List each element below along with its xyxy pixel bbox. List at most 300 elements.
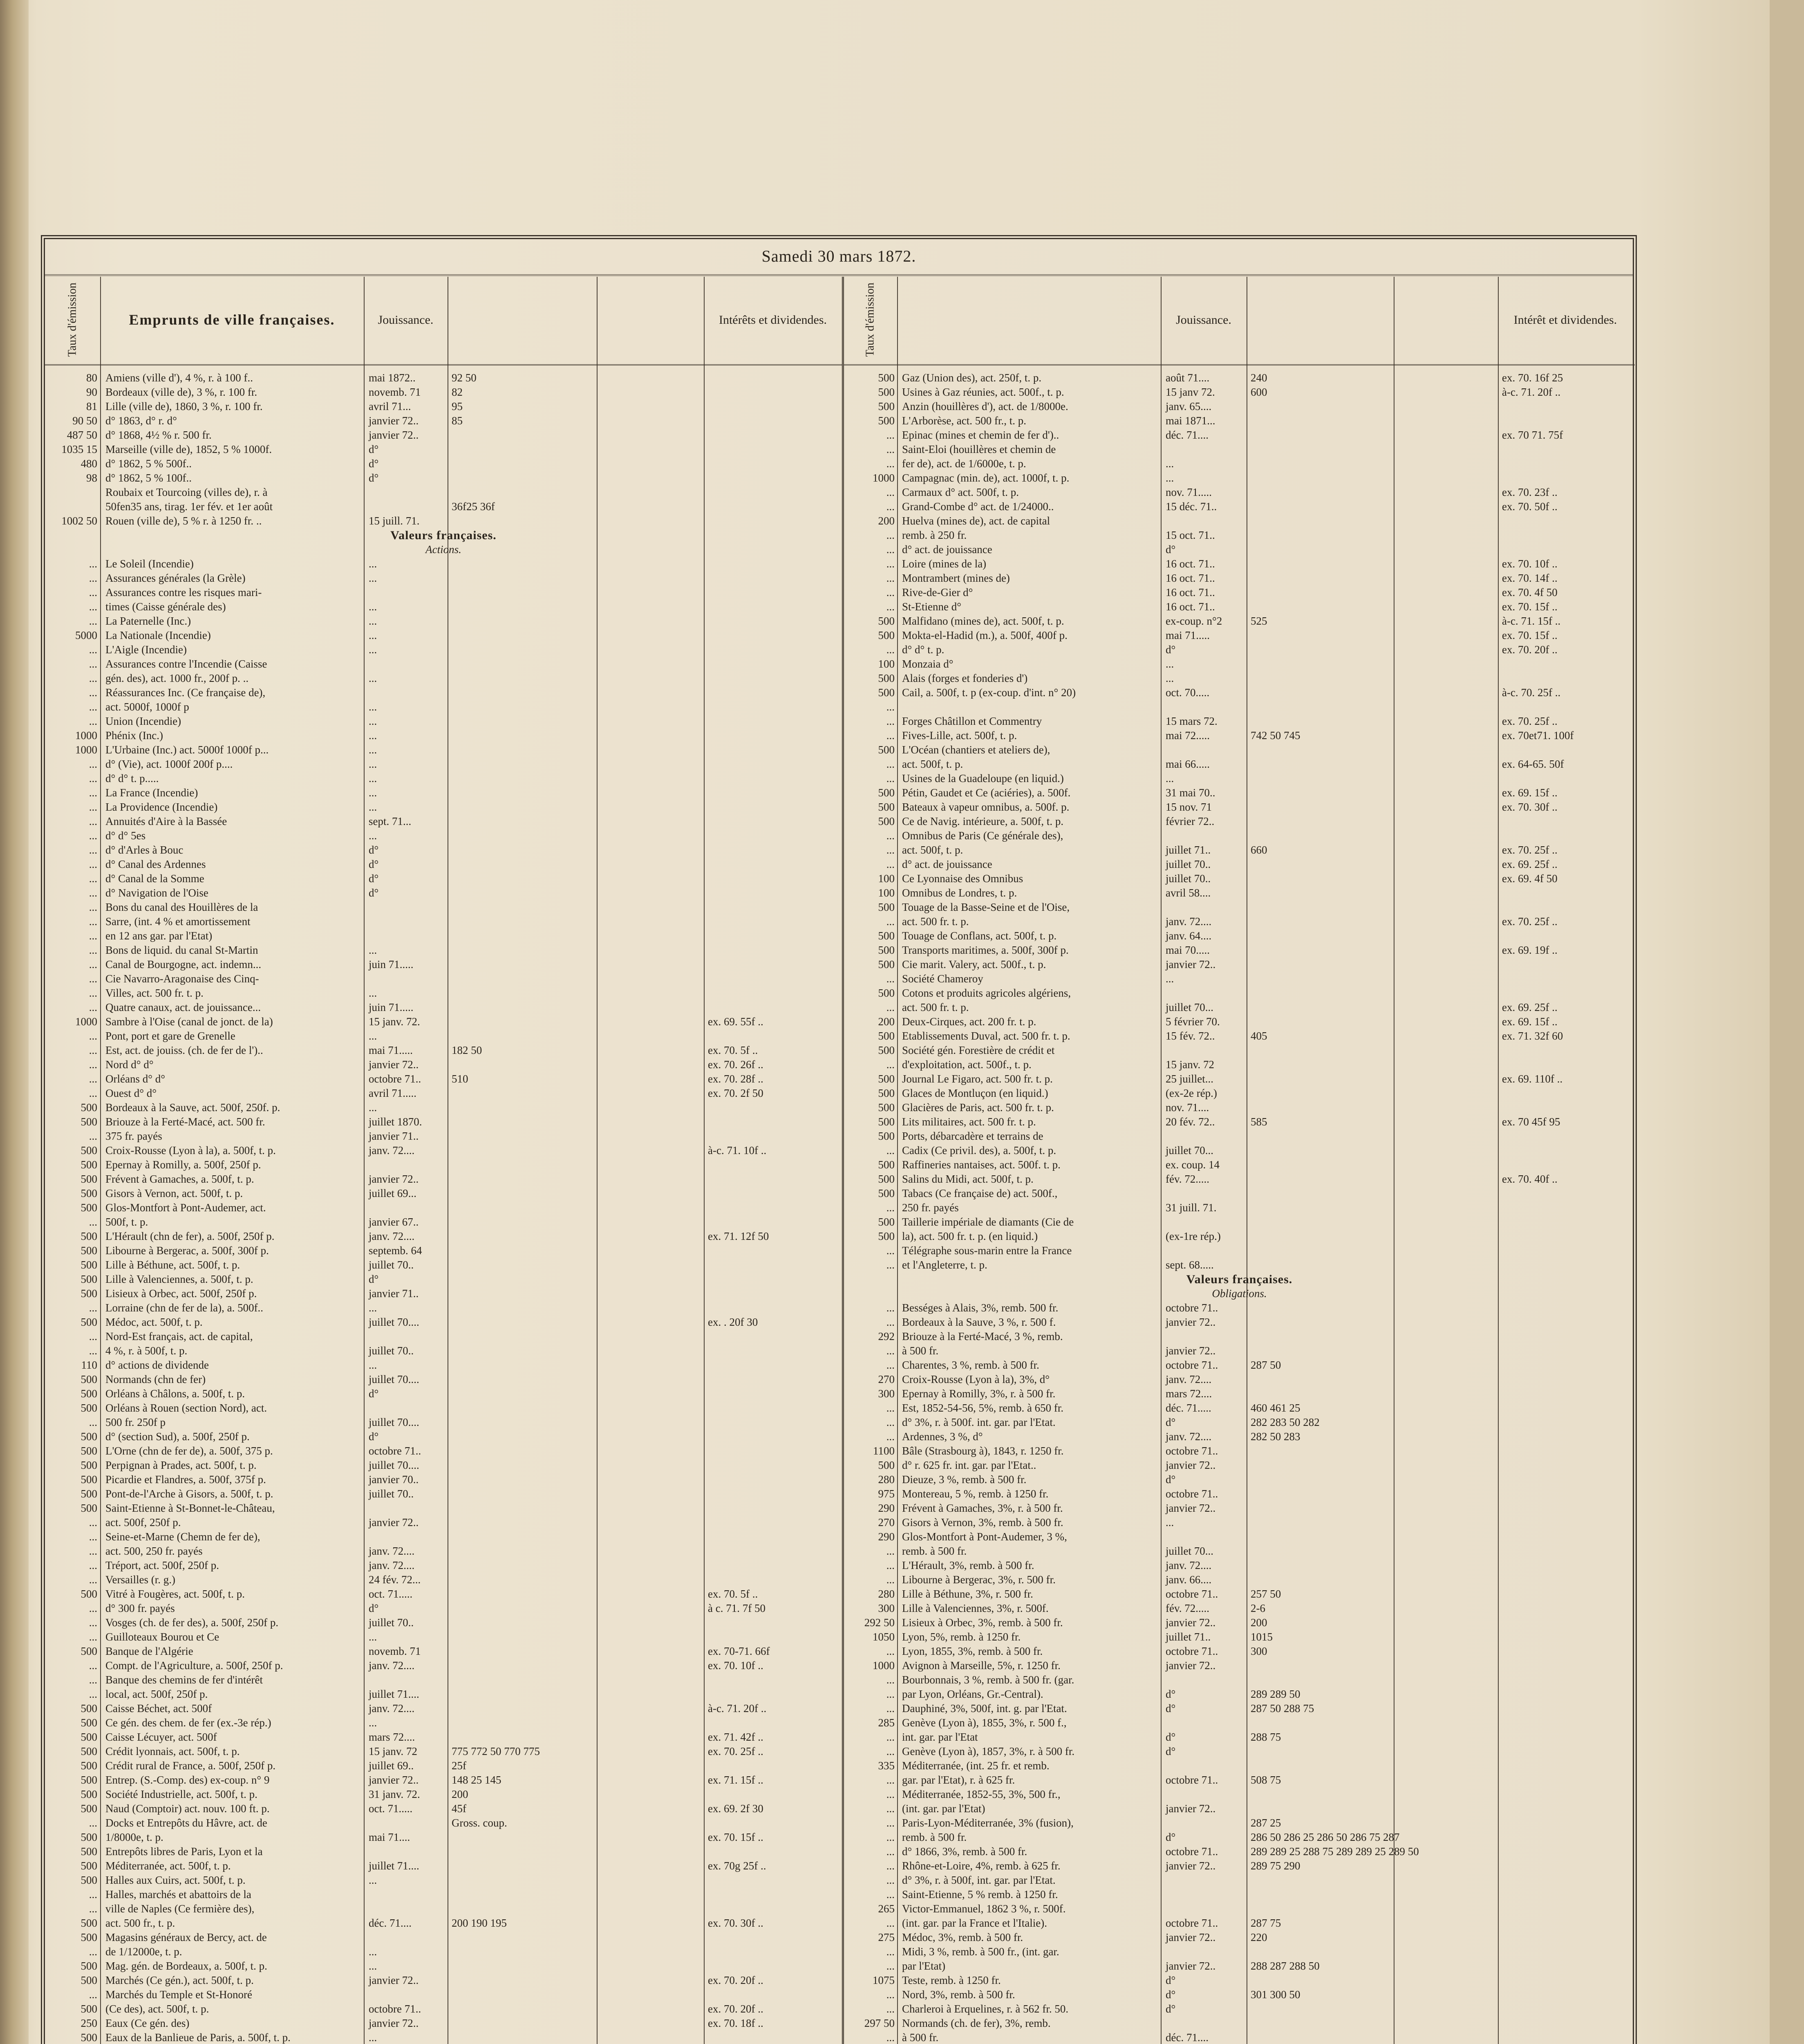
table-row: [844, 929, 1635, 943]
cell-entity: Bordeaux à la Sauve, act. 500f, 250f. p.: [105, 1101, 280, 1114]
cell-interets: ex. 70. 5f ..: [708, 1588, 758, 1600]
table-row: [844, 886, 1635, 900]
cell-cours: 287 25: [1251, 1817, 1281, 1829]
table-row: [45, 1530, 842, 1544]
table-row: [45, 929, 842, 943]
cell-jouissance: ...: [369, 729, 377, 742]
cell-entity: Quatre canaux, act. de jouissance...: [105, 1001, 261, 1013]
cell-jouissance: fév. 72.....: [1166, 1602, 1209, 1614]
cell-jouissance: d°: [369, 443, 379, 455]
cell-entity: Gisors à Vernon, 3%, remb. à 500 fr.: [902, 1516, 1063, 1529]
cell-interets: ex. 69. 15f ..: [1502, 1015, 1558, 1028]
table-row: [844, 1544, 1635, 1558]
cell-jouissance: ...: [369, 558, 377, 570]
table-row: [844, 1329, 1635, 1344]
cell-entity: Grand-Combe d° act. de 1/24000..: [902, 500, 1054, 513]
cell-entity: Cotons et produits agricoles algériens,: [902, 987, 1071, 999]
cell-taux: ...: [89, 715, 97, 727]
table-row: [844, 614, 1635, 628]
cell-entity: d° 1862, 5 % 500f..: [105, 457, 192, 470]
cell-interets: à-c. 71. 10f ..: [708, 1144, 767, 1156]
table-row: [844, 1730, 1635, 1744]
cell-entity: int. gar. par l'Etat: [902, 1731, 978, 1743]
table-row: [45, 1258, 842, 1272]
table-row: [45, 786, 842, 800]
cell-entity: Société Industrielle, act. 500f, t. p.: [105, 1788, 257, 1800]
table-row: [844, 728, 1635, 743]
cell-taux: ...: [89, 1945, 97, 1958]
cell-jouissance: 24 fév. 72...: [369, 1573, 421, 1586]
cell-jouissance: janv. 64....: [1166, 930, 1212, 942]
cell-taux: 500: [81, 2003, 97, 2015]
cell-entity: Halles aux Cuirs, act. 500f, t. p.: [105, 1874, 246, 1886]
cell-jouissance: ...: [369, 701, 377, 713]
cell-entity: d° 300 fr. payés: [105, 1602, 175, 1614]
cell-interets: ex. 70. 25f ..: [1502, 844, 1558, 856]
cell-jouissance: ...: [369, 772, 377, 784]
cell-entity: Genève (Lyon à), 1855, 3%, r. 500 f.,: [902, 1717, 1067, 1729]
cell-entity: Vosges (ch. de fer des), a. 500f, 250f p.: [105, 1616, 279, 1629]
cell-entity: Charleroi à Erquelines, r. à 562 fr. 50.: [902, 2003, 1069, 2015]
cell-cours: 220: [1251, 1931, 1267, 1943]
cell-entity: Bourbonnais, 3 %, remb. à 500 fr. (gar.: [902, 1674, 1074, 1686]
table-row: [45, 1115, 842, 1129]
cell-jouissance: juillet 70....: [369, 1373, 419, 1385]
cell-jouissance: novemb. 71: [369, 386, 421, 398]
cell-taux: ...: [89, 601, 97, 613]
col-header-taux: Taux d'émission: [66, 282, 79, 357]
col-header-jouissance: Jouissance.: [378, 313, 434, 327]
cell-entity: Marchés (Ce gén.), act. 500f, t. p.: [105, 1974, 254, 1986]
cell-entity: Teste, remb. à 1250 fr.: [902, 1974, 1001, 1986]
cell-taux: 500: [878, 1087, 895, 1099]
table-row: [45, 414, 842, 428]
table-row: [45, 1043, 842, 1058]
cell-jouissance: 16 oct. 71..: [1166, 586, 1215, 598]
table-row: [45, 485, 842, 500]
cell-jouissance: ...: [369, 987, 377, 999]
cell-entity: d° act. de jouissance: [902, 543, 992, 556]
cell-interets: à-c. 71. 20f ..: [708, 1702, 767, 1715]
cell-taux: ...: [89, 1001, 97, 1013]
cell-entity: Croix-Rousse (Lyon à la), a. 500f, t. p.: [105, 1144, 276, 1156]
table-row: [45, 1215, 842, 1229]
cell-jouissance: ...: [1166, 672, 1174, 684]
cell-taux: 500: [878, 1101, 895, 1114]
cell-interets: ex. 70. 15f ..: [708, 1831, 763, 1843]
cell-cours: 510: [452, 1073, 468, 1085]
cell-taux: ...: [89, 658, 97, 670]
cell-taux: 300: [878, 1387, 895, 1400]
cell-entity: local, act. 500f, 250f p.: [105, 1688, 208, 1700]
cell-jouissance: ...: [369, 787, 377, 799]
cell-entity: Villes, act. 500 fr. t. p.: [105, 987, 204, 999]
cell-entity: Assurances générales (la Grèle): [105, 572, 246, 584]
cell-entity: Gisors à Vernon, act. 500f, t. p.: [105, 1187, 243, 1199]
cell-jouissance: janvier 72..: [1166, 1316, 1216, 1328]
cell-taux: ...: [89, 1573, 97, 1586]
cell-entity: Eaux (Ce gén. des): [105, 2017, 190, 2029]
table-row: [45, 1988, 842, 2002]
cell-interets: à-c. 71. 15f ..: [1502, 615, 1561, 627]
col-header-emprunts: Emprunts de ville françaises.: [129, 312, 335, 328]
cell-taux: ...: [886, 1674, 895, 1686]
table-row: [45, 957, 842, 972]
table-row: [45, 1086, 842, 1100]
table-row: [844, 399, 1635, 414]
cell-jouissance: d°: [369, 1273, 379, 1285]
table-row: [45, 1730, 842, 1744]
cell-cours: 405: [1251, 1030, 1267, 1042]
cell-jouissance: octobre 71..: [1166, 1588, 1218, 1600]
cell-entity: Picardie et Flandres, a. 500f, 375f p.: [105, 1473, 266, 1486]
cell-jouissance: d°: [369, 472, 379, 484]
cell-jouissance: ...: [369, 615, 377, 627]
table-row: [45, 943, 842, 957]
page-title: Samedi 30 mars 1872.: [761, 247, 916, 265]
table-row: [45, 1816, 842, 1830]
cell-cours: 660: [1251, 844, 1267, 856]
cell-entity: d° Navigation de l'Oise: [105, 887, 208, 899]
cell-jouissance: 15 fév. 72..: [1166, 1030, 1215, 1042]
cell-jouissance: oct. 71.....: [369, 1588, 413, 1600]
cell-jouissance: ...: [369, 1359, 377, 1371]
table-row: [844, 1902, 1635, 1916]
cell-entity: Orléans à Châlons, a. 500f, t. p.: [105, 1387, 245, 1400]
cell-taux: ...: [89, 615, 97, 627]
table-row: [45, 1902, 842, 1916]
cell-taux: ...: [886, 1359, 895, 1371]
cell-taux: ...: [89, 987, 97, 999]
cell-jouissance: d°: [1166, 1473, 1176, 1486]
cell-taux: ...: [89, 787, 97, 799]
table-row: [45, 1644, 842, 1659]
table-row: [844, 686, 1635, 700]
cell-jouissance: d°: [1166, 2003, 1176, 2015]
cell-entity: Raffineries nantaises, act. 500f. t. p.: [902, 1159, 1061, 1171]
cell-taux: 500: [878, 815, 895, 827]
section-heading: Valeurs françaises.: [390, 529, 497, 542]
cell-entity: Paris-Lyon-Méditerranée, 3% (fusion),: [902, 1817, 1074, 1829]
cell-cours: 525: [1251, 615, 1267, 627]
cell-jouissance: août 71....: [1166, 372, 1210, 384]
cell-taux: ...: [886, 1888, 895, 1901]
cell-jouissance: d°: [369, 887, 379, 899]
table-row: [45, 728, 842, 743]
cell-taux: 975: [878, 1488, 895, 1500]
cell-entity: Assurances contre les risques mari-: [105, 586, 262, 598]
cell-taux: ...: [886, 973, 895, 985]
cell-taux: 480: [81, 457, 97, 470]
cell-jouissance: ...: [369, 1030, 377, 1042]
cell-jouissance: juillet 70....: [369, 1459, 419, 1471]
cell-entity: Pétin, Gaudet et Ce (aciéries), a. 500f.: [902, 787, 1071, 799]
table-row: [45, 1802, 842, 1816]
table-row: [844, 1086, 1635, 1100]
table-row: [45, 743, 842, 757]
cell-taux: ...: [89, 1058, 97, 1071]
cell-entity: La France (Incendie): [105, 787, 198, 799]
cell-jouissance: 15 mars 72.: [1166, 715, 1218, 727]
cell-taux: ...: [89, 1602, 97, 1614]
cell-entity: Frévent à Gamaches, 3%, r. à 500 fr.: [902, 1502, 1063, 1514]
cell-interets: ex. 70. 30f ..: [1502, 801, 1558, 813]
cell-jouissance: janvier 71..: [369, 1287, 419, 1300]
cell-interets: ex. 64-65. 50f: [1502, 758, 1564, 770]
table-row: [844, 771, 1635, 786]
cell-entity: Versailles (r. g.): [105, 1573, 175, 1586]
table-row: [45, 1687, 842, 1701]
cell-entity: Rive-de-Gier d°: [902, 586, 973, 598]
cell-entity: Lille (ville de), 1860, 3 %, r. 100 fr.: [105, 400, 263, 412]
table-row: [844, 1444, 1635, 1458]
cell-taux: ...: [886, 1244, 895, 1257]
cell-entity: Lille à Béthune, act. 500f, t. p.: [105, 1259, 240, 1271]
cell-jouissance: ...: [369, 1874, 377, 1886]
cell-jouissance: juillet 70...: [1166, 1545, 1213, 1557]
table-row: [844, 1802, 1635, 1816]
table-row: [45, 1973, 842, 1988]
table-row: [844, 1430, 1635, 1444]
cell-jouissance: janv. 72....: [369, 1230, 415, 1242]
cell-jouissance: janvier 72..: [1166, 1659, 1216, 1672]
cell-entity: Caisse Lécuyer, act. 500f: [105, 1731, 217, 1743]
cell-taux: ...: [89, 1688, 97, 1700]
cell-taux: 500: [81, 1731, 97, 1743]
cell-cours: 288 287 288 50: [1251, 1960, 1320, 1972]
cell-interets: ex. 69. 25f ..: [1502, 858, 1558, 870]
table-row: [45, 1329, 842, 1344]
cell-taux: ...: [886, 1201, 895, 1214]
cell-jouissance: janvier 72..: [369, 429, 419, 441]
cell-taux: ...: [886, 1302, 895, 1314]
cell-entity: act. 500f, 250f p.: [105, 1516, 181, 1529]
cell-jouissance: juillet 70..: [369, 1488, 414, 1500]
cell-jouissance: janv. 72....: [369, 1545, 415, 1557]
cell-taux: ...: [89, 872, 97, 885]
cell-entity: Salins du Midi, act. 500f, t. p.: [902, 1173, 1034, 1185]
cell-jouissance: juillet 71..: [1166, 1631, 1211, 1643]
cell-taux: 500: [81, 1860, 97, 1872]
cell-taux: 500: [81, 1774, 97, 1786]
cell-entity: Caisse Béchet, act. 500f: [105, 1702, 212, 1715]
cell-entity: Bordeaux (ville de), 3 %, r. 100 fr.: [105, 386, 257, 398]
table-row: [844, 1100, 1635, 1115]
cell-jouissance: juillet 71....: [369, 1860, 419, 1872]
table-row: [45, 686, 842, 700]
table-row: [45, 1773, 842, 1787]
cell-taux: 500: [81, 1402, 97, 1414]
cell-entity: d° 1862, 5 % 100f..: [105, 472, 192, 484]
cell-entity: Seine-et-Marne (Chemn de fer de),: [105, 1531, 260, 1543]
cell-taux: 500: [878, 744, 895, 756]
cell-entity: Méditerranée, act. 500f, t. p.: [105, 1860, 231, 1872]
cell-entity: Compt. de l'Agriculture, a. 500f, 250f p.: [105, 1659, 283, 1672]
cell-jouissance: d°: [369, 1430, 379, 1443]
cell-interets: ex. 70. 10f ..: [708, 1659, 763, 1672]
cell-entity: Victor-Emmanuel, 1862 3 %, r. 500f.: [902, 1903, 1066, 1915]
table-row: [45, 1344, 842, 1358]
cell-entity: La Providence (Incendie): [105, 801, 218, 813]
cell-taux: 500: [878, 1173, 895, 1185]
cell-taux: ...: [89, 1330, 97, 1342]
cell-jouissance: d°: [1166, 643, 1176, 656]
cell-entity: Normands (chn de fer): [105, 1373, 206, 1385]
cell-jouissance: oct. 71.....: [369, 1802, 413, 1815]
table-row: [844, 2016, 1635, 2031]
cell-taux: 500: [81, 1201, 97, 1214]
cell-entity: Banque des chemins de fer d'intérêt: [105, 1674, 263, 1686]
cell-entity: Dauphiné, 3%, 500f, int. g. par l'Etat.: [902, 1702, 1067, 1715]
cell-entity: Nord-Est français, act. de capital,: [105, 1330, 253, 1342]
table-row: [844, 972, 1635, 986]
table-row: [844, 385, 1635, 399]
cell-entity: Réassurances Inc. (Ce française de),: [105, 686, 266, 699]
cell-entity: Croix-Rousse (Lyon à la), 3%, d°: [902, 1373, 1050, 1385]
table-row: [45, 1000, 842, 1015]
cell-jouissance: d°: [1166, 1974, 1176, 1986]
cell-jouissance: janvier 72..: [1166, 1345, 1216, 1357]
cell-taux: 98: [86, 472, 97, 484]
cell-cours: 301 300 50: [1251, 1988, 1300, 2001]
cell-taux: 500: [81, 1230, 97, 1242]
table-row: [844, 857, 1635, 872]
cell-jouissance: mai 71....: [369, 1831, 410, 1843]
cell-taux: 500: [81, 1173, 97, 1185]
cell-taux: 500: [81, 1473, 97, 1486]
cell-entity: Société Chameroy: [902, 973, 983, 985]
cell-jouissance: nov. 71.....: [1166, 486, 1212, 498]
cell-entity: Phénix (Inc.): [105, 729, 163, 742]
table-row: [45, 1716, 842, 1730]
cell-jouissance: déc. 71.....: [1166, 1402, 1211, 1414]
table-row: [45, 1058, 842, 1072]
cell-taux: ...: [886, 715, 895, 727]
cell-jouissance: d°: [1166, 543, 1176, 556]
cell-taux: 500: [81, 1645, 97, 1657]
cell-taux: ...: [89, 1044, 97, 1056]
cell-taux: ...: [886, 601, 895, 613]
table-row: [45, 471, 842, 485]
cell-jouissance: juillet 71..: [1166, 844, 1211, 856]
cell-taux: 500: [81, 1459, 97, 1471]
table-row: [45, 914, 842, 929]
cell-jouissance: ...: [369, 2031, 377, 2044]
cell-cours: 460 461 25: [1251, 1402, 1300, 1414]
table-row: [45, 1430, 842, 1444]
cell-entity: Halles, marchés et abattoirs de la: [105, 1888, 251, 1901]
cell-jouissance: 15 déc. 71..: [1166, 500, 1217, 513]
cell-cours: 36f25 36f: [452, 500, 495, 513]
table-row: [45, 1029, 842, 1043]
cell-entity: Lyon, 5%, remb. à 1250 fr.: [902, 1631, 1021, 1643]
table-row: [45, 1015, 842, 1029]
table-row: [45, 829, 842, 843]
table-row: [844, 943, 1635, 957]
table-row: [45, 1701, 842, 1716]
cell-entity: Taillerie impériale de diamants (Cie de: [902, 1216, 1074, 1228]
cell-taux: 500: [81, 1874, 97, 1886]
table-row: [45, 1659, 842, 1673]
cell-jouissance: mai 1871...: [1166, 415, 1215, 427]
cell-entity: d° Canal de la Somme: [105, 872, 204, 885]
table-row: [45, 614, 842, 628]
cell-jouissance: d°: [369, 858, 379, 870]
cell-jouissance: ...: [369, 572, 377, 584]
cell-taux: ...: [886, 1645, 895, 1657]
table-row: [45, 1415, 842, 1430]
cell-taux: ...: [886, 543, 895, 556]
cell-cours: 2-6: [1251, 1602, 1265, 1614]
table-row: [844, 1988, 1635, 2002]
cell-interets: ex. 70. 40f ..: [1502, 1173, 1558, 1185]
cell-cours: 508 75: [1251, 1774, 1281, 1786]
table-row: [844, 814, 1635, 829]
cell-entity: d° Canal des Ardennes: [105, 858, 206, 870]
table-row: [45, 1472, 842, 1487]
table-row: [844, 1315, 1635, 1329]
cell-taux: 500: [81, 1831, 97, 1843]
table-row: [45, 1501, 842, 1515]
table-row: [844, 1058, 1635, 1072]
cell-jouissance: mai 71.....: [369, 1044, 413, 1056]
cell-interets: ex. 70. 20f ..: [708, 1974, 763, 1986]
table-row: [45, 1158, 842, 1172]
table-row: [45, 2031, 842, 2044]
cell-taux: ...: [886, 758, 895, 770]
cell-interets: ex. 71. 15f ..: [708, 1774, 763, 1786]
cell-jouissance: ...: [1166, 772, 1174, 784]
cell-entity: Usines de la Guadeloupe (en liquid.): [902, 772, 1064, 784]
cell-jouissance: 20 fév. 72..: [1166, 1116, 1215, 1128]
cell-jouissance: 15 janv. 72.: [369, 1015, 420, 1028]
table-row: [45, 900, 842, 914]
cell-taux: 500: [81, 1244, 97, 1257]
cell-entity: Annuités d'Aire à la Bassée: [105, 815, 227, 827]
cell-entity: Ce gén. des chem. de fer (ex.-3e rép.): [105, 1717, 271, 1729]
cell-jouissance: juillet 69...: [369, 1187, 416, 1199]
table-row: [45, 428, 842, 442]
cell-interets: ex. 71. 42f ..: [708, 1731, 763, 1743]
cell-jouissance: janv. 72....: [1166, 915, 1212, 928]
table-row: [844, 757, 1635, 771]
cell-jouissance: octobre 71..: [369, 1445, 421, 1457]
table-row: [45, 399, 842, 414]
cell-cours: 240: [1251, 372, 1267, 384]
table-row: [844, 1530, 1635, 1544]
cell-entity: Cail, a. 500f, t. p (ex-coup. d'int. n° 20): [902, 686, 1076, 699]
cell-entity: Omnibus de Londres, t. p.: [902, 887, 1017, 899]
cell-cours: 200: [1251, 1616, 1267, 1629]
cell-taux: ...: [89, 772, 97, 784]
cell-jouissance: juillet 70...: [1166, 1144, 1213, 1156]
table-row: [844, 1673, 1635, 1687]
cell-taux: 270: [878, 1516, 895, 1529]
table-row: [45, 628, 842, 643]
table-row: [844, 1129, 1635, 1143]
cell-taux: ...: [886, 1559, 895, 1571]
table-row: [844, 900, 1635, 914]
cell-cours: 257 50: [1251, 1588, 1281, 1600]
cell-jouissance: octobre 71..: [1166, 1359, 1218, 1371]
cell-interets: ex. 70. 28f ..: [708, 1073, 763, 1085]
cell-taux: ...: [886, 1345, 895, 1357]
cell-taux: 500: [81, 1788, 97, 1800]
cell-entity: Rhône-et-Loire, 4%, remb. à 625 fr.: [902, 1860, 1061, 1872]
cell-taux: 1075: [873, 1974, 895, 1986]
cell-entity: Marseille (ville de), 1852, 5 % 1000f.: [105, 443, 272, 455]
table-row: [45, 757, 842, 771]
